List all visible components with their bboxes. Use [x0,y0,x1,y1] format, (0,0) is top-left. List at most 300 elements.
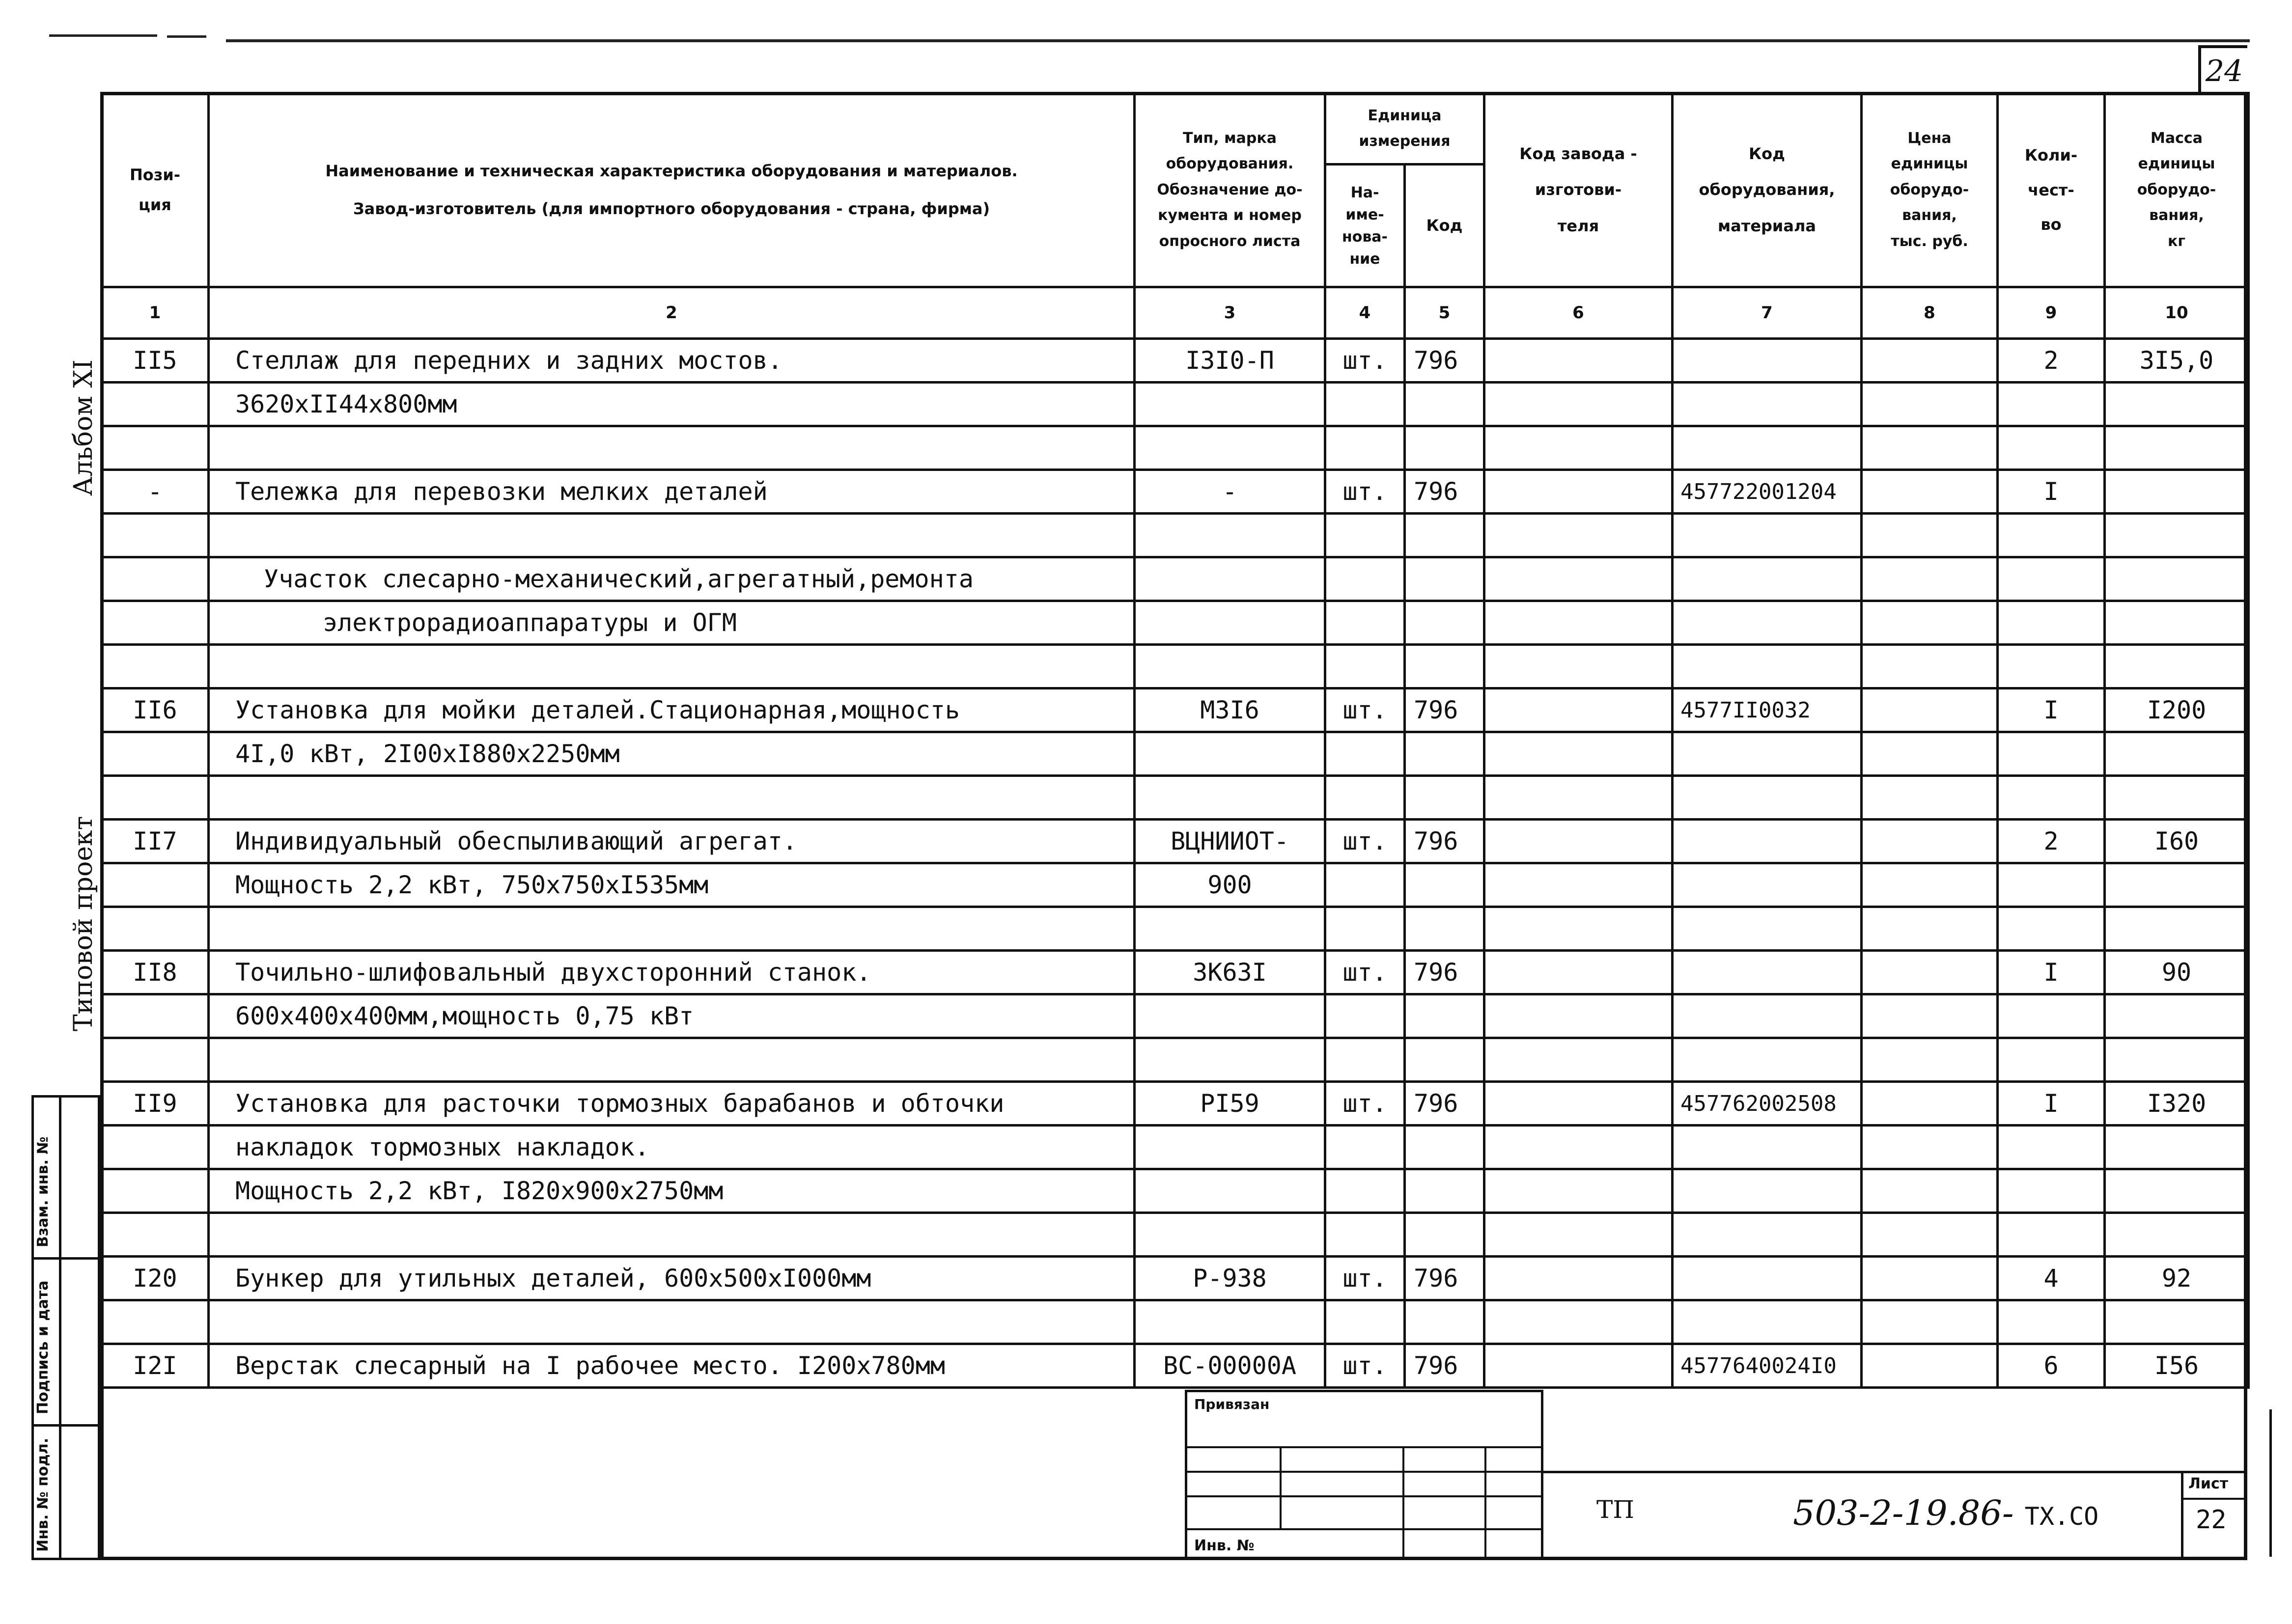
row-name: Установка для мойки деталей.Стационарная,мощность [209,688,1135,732]
row-unit-code [1405,645,1484,688]
row-factory-code [1484,383,1673,426]
table-row [102,1300,2249,1344]
row-quantity: I [1998,951,2105,994]
row-price [1862,1257,1998,1300]
stamp-sheet-number: 22 [2196,1505,2227,1535]
row-position [102,732,209,776]
row-unit-code: 796 [1405,1257,1484,1300]
row-type [1135,1038,1325,1082]
stamp-inv-label: Инв. № [1194,1537,1255,1554]
row-price [1862,514,1998,557]
table-row [102,951,2249,994]
row-position [102,863,209,907]
row-factory-code [1484,1257,1673,1300]
row-mass: 3I5,0 [2105,339,2249,383]
row-quantity [1998,1038,2105,1082]
row-price [1862,688,1998,732]
row-quantity [1998,514,2105,557]
row-name [209,1213,1135,1257]
table-row [102,994,2249,1038]
row-mass [2105,426,2249,470]
row-unit-name [1325,601,1405,645]
row-position: I2I [102,1344,209,1388]
row-equip-code [1673,1038,1862,1082]
row-type [1135,645,1325,688]
row-price [1862,383,1998,426]
colnum-4: 4 [1325,287,1405,339]
header-unit-name: На- име- нова- ние [1325,165,1405,287]
row-position: - [102,470,209,514]
row-factory-code [1484,514,1673,557]
row-type [1135,426,1325,470]
row-quantity: I [1998,1082,2105,1126]
row-unit-name [1325,557,1405,601]
header-factory-code: Код завода - изготови- теля [1484,93,1673,287]
colnum-1: 1 [102,287,209,339]
row-type: I3I0-П [1135,339,1325,383]
row-name: Тележка для перевозки мелких деталей [209,470,1135,514]
header-type: Тип, марка оборудования. Обозначение до- кумента и номер опросного листа [1135,93,1325,287]
row-equip-code [1673,1169,1862,1213]
project-label: Типовой проект [69,816,98,1031]
row-mass [2105,601,2249,645]
row-name: накладок тормозных накладок. [209,1126,1135,1169]
row-unit-code: 796 [1405,339,1484,383]
row-name [209,1300,1135,1344]
row-unit-name: шт. [1325,339,1405,383]
table-row [102,339,2249,383]
row-quantity: 6 [1998,1344,2105,1388]
table-row [102,820,2249,863]
row-unit-name [1325,776,1405,820]
row-position [102,907,209,951]
row-quantity: I [1998,688,2105,732]
corner-page-number: 24 [2198,45,2247,92]
row-name: 4I,0 кВт, 2I00хI880х2250мм [209,732,1135,776]
row-mass: 90 [2105,951,2249,994]
stamp-bound-label: Привязан [1194,1396,1270,1412]
row-type [1135,994,1325,1038]
table-row [102,1169,2249,1213]
row-name: электрорадиоаппаратуры и ОГМ [209,601,1135,645]
table-row [102,557,2249,601]
row-position [102,1213,209,1257]
column-number-row [102,287,2249,339]
top-rule [226,39,2250,42]
row-quantity [1998,645,2105,688]
table-row [102,470,2249,514]
row-name [209,426,1135,470]
row-position: II7 [102,820,209,863]
row-quantity [1998,426,2105,470]
album-label: Альбом XI [69,359,98,496]
row-position [102,383,209,426]
row-quantity [1998,907,2105,951]
row-price [1862,907,1998,951]
table-row [102,732,2249,776]
row-type [1135,1169,1325,1213]
row-equip-code [1673,339,1862,383]
header-name [209,93,1135,287]
row-mass: 92 [2105,1257,2249,1300]
row-type [1135,383,1325,426]
table-row [102,383,2249,426]
row-equip-code [1673,1126,1862,1169]
right-edge-mark [2269,1409,2272,1557]
row-mass [2105,994,2249,1038]
row-equip-code [1673,557,1862,601]
row-factory-code [1484,1169,1673,1213]
row-mass [2105,1126,2249,1169]
table-row [102,514,2249,557]
row-unit-code [1405,732,1484,776]
header-mass: Масса единицы оборудо- вания, кг [2105,93,2249,287]
row-unit-name [1325,994,1405,1038]
row-factory-code [1484,994,1673,1038]
stamp-rule [1185,1495,1543,1497]
row-price [1862,732,1998,776]
header-equip-code: Код оборудования, материала [1673,93,1862,287]
row-position [102,514,209,557]
row-unit-name [1325,645,1405,688]
header-row [102,93,2249,165]
sign-date-label: Подпись и дата [34,1280,52,1414]
row-type: ВЦНИИОТ- [1135,820,1325,863]
row-unit-code [1405,1300,1484,1344]
row-name [209,645,1135,688]
stamp-tp-label: ТП [1596,1495,1634,1524]
table-row [102,1213,2249,1257]
header-name-line2: Завод-изготовитель (для импортного оборудования - страна, фирма) [353,199,990,218]
row-equip-code [1673,426,1862,470]
row-unit-name [1325,1213,1405,1257]
row-position: I20 [102,1257,209,1300]
row-name: Точильно-шлифовальный двухсторонний станок. [209,951,1135,994]
stamp-rule [1543,1471,2247,1473]
row-position [102,557,209,601]
stamp-rule [1280,1446,1282,1528]
stamp-rule [1185,1528,1543,1530]
table-row [102,1257,2249,1300]
row-quantity [1998,1169,2105,1213]
row-factory-code [1484,426,1673,470]
row-price [1862,1126,1998,1169]
row-name: Бункер для утильных деталей, 600х500хI000мм [209,1257,1135,1300]
header-price: Цена единицы оборудо- вания, тыс. руб. [1862,93,1998,287]
row-type [1135,514,1325,557]
row-unit-name [1325,1038,1405,1082]
row-name: Установка для расточки тормозных барабанов и обточки [209,1082,1135,1126]
row-equip-code [1673,951,1862,994]
top-rule [167,35,206,38]
row-name: Стеллаж для передних и задних мостов. [209,339,1135,383]
row-unit-name [1325,907,1405,951]
row-factory-code [1484,601,1673,645]
row-unit-name: шт. [1325,470,1405,514]
colnum-10: 10 [2105,287,2249,339]
row-quantity [1998,863,2105,907]
row-mass: I320 [2105,1082,2249,1126]
row-position: II6 [102,688,209,732]
row-type [1135,601,1325,645]
row-price [1862,645,1998,688]
row-name [209,1038,1135,1082]
row-factory-code [1484,951,1673,994]
row-unit-code [1405,776,1484,820]
row-equip-code [1673,383,1862,426]
row-name: 3620хII44х800мм [209,383,1135,426]
row-factory-code [1484,732,1673,776]
row-unit-name [1325,1169,1405,1213]
row-quantity [1998,557,2105,601]
table-row [102,776,2249,820]
row-unit-name [1325,383,1405,426]
row-unit-code [1405,1169,1484,1213]
row-name: Верстак слесарный на I рабочее место. I200х780мм [209,1344,1135,1388]
row-price [1862,470,1998,514]
row-equip-code: 457762002508 [1673,1082,1862,1126]
row-unit-name: шт. [1325,1082,1405,1126]
table-row [102,426,2249,470]
row-unit-code [1405,514,1484,557]
table-row [102,601,2249,645]
colnum-9: 9 [1998,287,2105,339]
row-quantity [1998,601,2105,645]
row-unit-name: шт. [1325,1257,1405,1300]
row-price [1862,1213,1998,1257]
row-price [1862,1169,1998,1213]
stamp-rule [1402,1446,1404,1560]
row-unit-name [1325,1300,1405,1344]
stamp-rule [2181,1471,2183,1560]
table-row [102,1082,2249,1126]
row-price [1862,863,1998,907]
row-equip-code [1673,820,1862,863]
row-position [102,426,209,470]
row-type [1135,776,1325,820]
table-row [102,688,2249,732]
row-type [1135,557,1325,601]
replace-inv-label: Взам. инв. № [34,1136,52,1247]
header-unit-group: Единица измерения [1325,93,1484,165]
row-factory-code [1484,1300,1673,1344]
row-type [1135,907,1325,951]
stamp-sheet-label: Лист [2188,1475,2229,1492]
row-equip-code: 457722001204 [1673,470,1862,514]
row-name: Мощность 2,2 кВт, 750х750хI535мм [209,863,1135,907]
row-factory-code [1484,907,1673,951]
row-quantity [1998,1126,2105,1169]
row-equip-code: 4577640024I0 [1673,1344,1862,1388]
row-position [102,1038,209,1082]
header-name-line1: Наименование и техническая характеристика оборудования и материалов. [325,162,1018,181]
header-quantity: Коли- чест- во [1998,93,2105,287]
row-mass [2105,1213,2249,1257]
row-unit-name [1325,732,1405,776]
row-price [1862,601,1998,645]
row-price [1862,776,1998,820]
left-sign-strip-divider [59,1095,61,1560]
row-equip-code [1673,1213,1862,1257]
row-unit-code [1405,557,1484,601]
row-price [1862,339,1998,383]
colnum-8: 8 [1862,287,1998,339]
row-quantity [1998,994,2105,1038]
row-equip-code [1673,1300,1862,1344]
row-unit-code [1405,907,1484,951]
specification-table [100,92,2250,1389]
row-unit-name [1325,1126,1405,1169]
stamp-doc-code [1793,1493,2098,1533]
row-unit-code: 796 [1405,688,1484,732]
row-quantity [1998,732,2105,776]
doc-suffix: ТХ.СО [2024,1502,2099,1531]
row-price [1862,1038,1998,1082]
row-mass [2105,645,2249,688]
colnum-7: 7 [1673,287,1862,339]
row-price [1862,1344,1998,1388]
row-mass: I56 [2105,1344,2249,1388]
row-unit-code [1405,1213,1484,1257]
row-factory-code [1484,1344,1673,1388]
row-equip-code [1673,601,1862,645]
row-mass [2105,907,2249,951]
colnum-2: 2 [209,287,1135,339]
row-unit-name [1325,514,1405,557]
table-row [102,863,2249,907]
stamp-rule [2181,1498,2247,1500]
row-price [1862,820,1998,863]
inv-orig-label: Инв. № подл. [34,1437,52,1552]
row-price [1862,557,1998,601]
row-type: - [1135,470,1325,514]
header-unit-code: Код [1405,165,1484,287]
row-factory-code [1484,470,1673,514]
row-unit-name: шт. [1325,688,1405,732]
row-position [102,1300,209,1344]
row-type: ВС-00000А [1135,1344,1325,1388]
colnum-3: 3 [1135,287,1325,339]
row-type: 3К63I [1135,951,1325,994]
row-position [102,776,209,820]
row-quantity: 2 [1998,820,2105,863]
row-equip-code [1673,645,1862,688]
row-mass [2105,863,2249,907]
row-unit-name: шт. [1325,951,1405,994]
row-unit-name: шт. [1325,1344,1405,1388]
row-type: РI59 [1135,1082,1325,1126]
row-factory-code [1484,688,1673,732]
row-position [102,1169,209,1213]
row-quantity: 2 [1998,339,2105,383]
row-factory-code [1484,1082,1673,1126]
row-unit-name: шт. [1325,820,1405,863]
row-name: Мощность 2,2 кВт, I820х900х2750мм [209,1169,1135,1213]
row-factory-code [1484,776,1673,820]
row-mass [2105,776,2249,820]
header-position: Пози- ция [102,93,209,287]
row-type [1135,1300,1325,1344]
doc-code: 503-2-19.86- [1793,1493,2014,1533]
left-sign-strip-divider [31,1424,100,1427]
row-factory-code [1484,1126,1673,1169]
row-equip-code: 4577II0032 [1673,688,1862,732]
row-name: 600х400х400мм,мощность 0,75 кВт [209,994,1135,1038]
row-price [1862,426,1998,470]
row-factory-code [1484,1213,1673,1257]
table-row [102,645,2249,688]
row-position [102,645,209,688]
row-position: II5 [102,339,209,383]
row-mass [2105,557,2249,601]
row-mass [2105,470,2249,514]
colnum-6: 6 [1484,287,1673,339]
row-quantity [1998,1300,2105,1344]
row-unit-code [1405,426,1484,470]
row-mass: I200 [2105,688,2249,732]
specification-rows [102,339,2249,1388]
row-quantity: I [1998,470,2105,514]
row-unit-code: 796 [1405,1344,1484,1388]
row-equip-code [1673,863,1862,907]
row-unit-code [1405,601,1484,645]
row-unit-code [1405,994,1484,1038]
row-position [102,1126,209,1169]
row-equip-code [1673,907,1862,951]
row-name: Участок слесарно-механический,агрегатный,ремонта [209,557,1135,601]
table-row [102,1038,2249,1082]
row-unit-code [1405,383,1484,426]
row-unit-code [1405,1126,1484,1169]
row-mass [2105,514,2249,557]
row-factory-code [1484,1038,1673,1082]
stamp-rule [1185,1471,1543,1473]
row-unit-name [1325,863,1405,907]
row-quantity: 4 [1998,1257,2105,1300]
row-factory-code [1484,557,1673,601]
row-price [1862,1082,1998,1126]
row-unit-code: 796 [1405,470,1484,514]
row-price [1862,951,1998,994]
row-unit-code: 796 [1405,1082,1484,1126]
row-factory-code [1484,820,1673,863]
row-name: Индивидуальный обеспыливающий агрегат. [209,820,1135,863]
stamp-rule [1484,1446,1486,1560]
row-mass [2105,383,2249,426]
row-unit-code [1405,1038,1484,1082]
row-equip-code [1673,994,1862,1038]
row-mass [2105,1300,2249,1344]
row-factory-code [1484,645,1673,688]
row-type [1135,732,1325,776]
row-price [1862,994,1998,1038]
row-mass: I60 [2105,820,2249,863]
row-position: II8 [102,951,209,994]
stamp-block [1185,1390,1543,1560]
row-unit-code [1405,863,1484,907]
row-type: М3I6 [1135,688,1325,732]
row-mass [2105,732,2249,776]
row-equip-code [1673,514,1862,557]
row-equip-code [1673,1257,1862,1300]
colnum-5: 5 [1405,287,1484,339]
row-type [1135,1213,1325,1257]
table-row [102,907,2249,951]
row-quantity [1998,383,2105,426]
row-price [1862,1300,1998,1344]
row-position [102,601,209,645]
row-position: II9 [102,1082,209,1126]
